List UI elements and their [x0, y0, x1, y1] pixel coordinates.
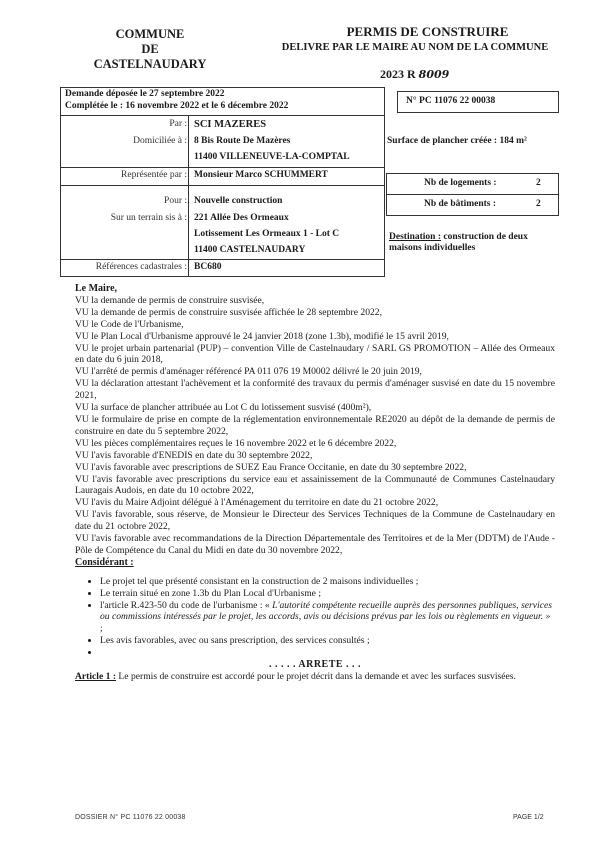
- vu-item: VU l'avis favorable avec prescriptions du service eau et assainissement de la Communauté de Communes Castelnaudary Lauragais Audois, en date du 10 octobre 2022,: [75, 473, 555, 497]
- vu-item: VU le formulaire de prise en compte de la réglementation environnementale RE2020 au dépôt de la demande de permis de construire en date du 5 septembre 2022,: [75, 413, 555, 437]
- terrain-address-line: 221 Allée Des Ormeaux: [194, 213, 289, 223]
- footer-dossier-number: DOSSIER N° PC 11076 22 00038: [75, 814, 186, 821]
- article-1-text: Le permis de construire est accordé pour le projet décrit dans la demande et avec les surfaces susvisées.: [116, 671, 516, 682]
- terrain-label: Sur un terrain sis à :: [110, 213, 187, 223]
- vu-item: VU les pièces complémentaires reçues le 16 novembre 2022 et le 6 décembre 2022,: [75, 437, 397, 449]
- vu-item: VU l'avis du Maire Adjoint délégué à l'Aménagement du territoire en date du 21 octobre 2022,: [75, 497, 439, 509]
- logements-label: Nb de logements :: [424, 178, 497, 188]
- vu-item: VU l'avis favorable d'ENEDIS en date du 30 septembre 2022,: [75, 449, 313, 461]
- article-1: [75, 671, 555, 683]
- considerant-item: • Le projet tel que présenté consistant en la construction de 2 maisons individuelles ;: [100, 576, 555, 588]
- terrain-address-line: Lotissement Les Ormeaux 1 - Lot C: [194, 229, 340, 239]
- handwritten-number: 8009: [418, 68, 450, 81]
- pour-label: Pour :: [164, 196, 187, 206]
- project-type: Nouvelle construction: [194, 196, 283, 206]
- r423-prefix: l'article R.423-50 du code de l'urbanisme : «: [100, 599, 273, 611]
- vu-item: VU l'avis favorable avec recommandations de la Direction Départementale des Territoires et de la Mer (DDTM) de l'Aude - Pôle de Compétence du Canal du Midi en date du 30 novembre 2022,: [75, 533, 555, 556]
- commune-line: CASTELNAUDARY: [93, 57, 207, 71]
- commune-line: DE: [141, 42, 159, 56]
- logements-box: [386, 173, 559, 195]
- logements-count: 2: [536, 178, 541, 188]
- commune-heading: [70, 27, 230, 72]
- arrete-heading: . . . . . ARRETE . . .: [268, 659, 362, 671]
- vu-item: VU le projet urbain partenarial (PUP) – convention Ville de Castelnaudary / SARL GS PROMOTION – Allée des Ormeaux en date du 6 juin 2018,: [75, 342, 555, 366]
- table-divider: [61, 185, 384, 186]
- r423-suffix: ;: [100, 623, 103, 635]
- vu-item: VU le Plan Local d'Urbanisme approuvé le 24 janvier 2018 (zone 1.3b), modifié le 15 avril 2019,: [75, 330, 449, 342]
- vu-item: VU la surface de plancher attribuée au Lot C du lotissement susvisé (400m²),: [75, 402, 372, 414]
- permit-year-number: [380, 67, 449, 82]
- batiments-count: 2: [536, 199, 541, 209]
- vu-item: VU le Code de l'Urbanisme,: [75, 318, 184, 330]
- deposited-date: Demande déposée le 27 septembre 2022: [65, 89, 225, 99]
- table-divider: [61, 115, 384, 116]
- vu-item: VU la déclaration attestant l'achèvement et la conformité des travaux du permis d'aménager susvisé en date du 15 novembre 2021,: [75, 378, 555, 402]
- terrain-address-line: 11400 CASTELNAUDARY: [194, 245, 306, 255]
- document-subtitle: DELIVRE PAR LE MAIRE AU NOM DE LA COMMUNE: [281, 42, 549, 53]
- commune-line: COMMUNE: [115, 27, 185, 41]
- document-title: PERMIS DE CONSTRUIRE: [346, 24, 509, 39]
- table-column-divider: [188, 116, 189, 276]
- applicant-name: SCI MAZERES: [194, 119, 267, 130]
- destination-label: Destination :: [389, 232, 441, 242]
- permit-year: 2023 R: [380, 67, 416, 81]
- vu-item: VU l'arrêté de permis d'aménager référencé PA 011 076 19 M0002 délivré le 20 juin 2019,: [75, 366, 422, 378]
- batiments-label: Nb de bâtiments :: [424, 199, 497, 209]
- completed-date: Complétée le : 16 novembre 2022 et le 6 décembre 2022: [65, 101, 289, 111]
- le-maire-heading: Le Maire,: [75, 283, 118, 294]
- domicile-address-line: 11400 VILLENEUVE-LA-COMPTAL: [194, 152, 350, 162]
- domicile-address-line: 8 Bis Route De Mazères: [194, 136, 291, 146]
- table-divider: [61, 167, 384, 168]
- table-divider: [61, 259, 384, 260]
- considerant-item: [100, 647, 555, 659]
- vu-item: VU l'avis favorable, sous réserve, de Monsieur le Directeur des Services Techniques de la Commune de Castelnaudary en date du 21 octobre 2022,: [75, 509, 555, 533]
- pc-number-box: [397, 91, 559, 113]
- par-label: Par :: [169, 119, 187, 129]
- considerant-heading: Considérant :: [75, 556, 134, 568]
- destination-value: construction de deux maisons individuelles: [389, 232, 528, 253]
- vu-item: VU la demande de permis de construire susvisée,: [75, 294, 265, 306]
- r423-quote: L'autorité compétente recueille auprès des personnes publiques, services ou commissions intéressés par le projet, les accords, avis ou décisions prévus par les lois ou règlements en vigueur. »: [100, 599, 552, 623]
- surface-created: Surface de plancher créée : 184 m²: [387, 136, 527, 146]
- batiments-box: [386, 194, 559, 216]
- considerant-list: [75, 576, 555, 659]
- domicile-label: Domiciliée à :: [133, 136, 187, 146]
- representative-name: Monsieur Marco SCHUMMERT: [194, 170, 328, 180]
- pc-number: N° PC 11076 22 00038: [406, 96, 496, 106]
- representee-label: Représentée par :: [121, 170, 187, 180]
- considerant-item: [100, 600, 555, 636]
- considerant-item: • Les avis favorables, avec ou sans prescription, des services consultés ;: [100, 635, 555, 647]
- considerant-item: • Le terrain situé en zone 1.3b du Plan Local d'Urbanisme ;: [100, 588, 555, 600]
- request-info-table: [60, 87, 385, 277]
- cadastral-reference: BC680: [194, 262, 222, 272]
- cadastral-label: Références cadastrales :: [95, 262, 187, 272]
- vu-item: VU la demande de permis de construire susvisée affichée le 28 septembre 2022,: [75, 306, 382, 318]
- decision-body: [75, 283, 555, 683]
- vu-item: VU l'avis favorable avec prescriptions de SUEZ Eau France Occitanie, en date du 30 septembre 2022,: [75, 461, 467, 473]
- destination-block: [389, 232, 557, 254]
- article-1-label: Article 1 :: [75, 671, 117, 682]
- footer-page-number: PAGE 1/2: [513, 814, 544, 821]
